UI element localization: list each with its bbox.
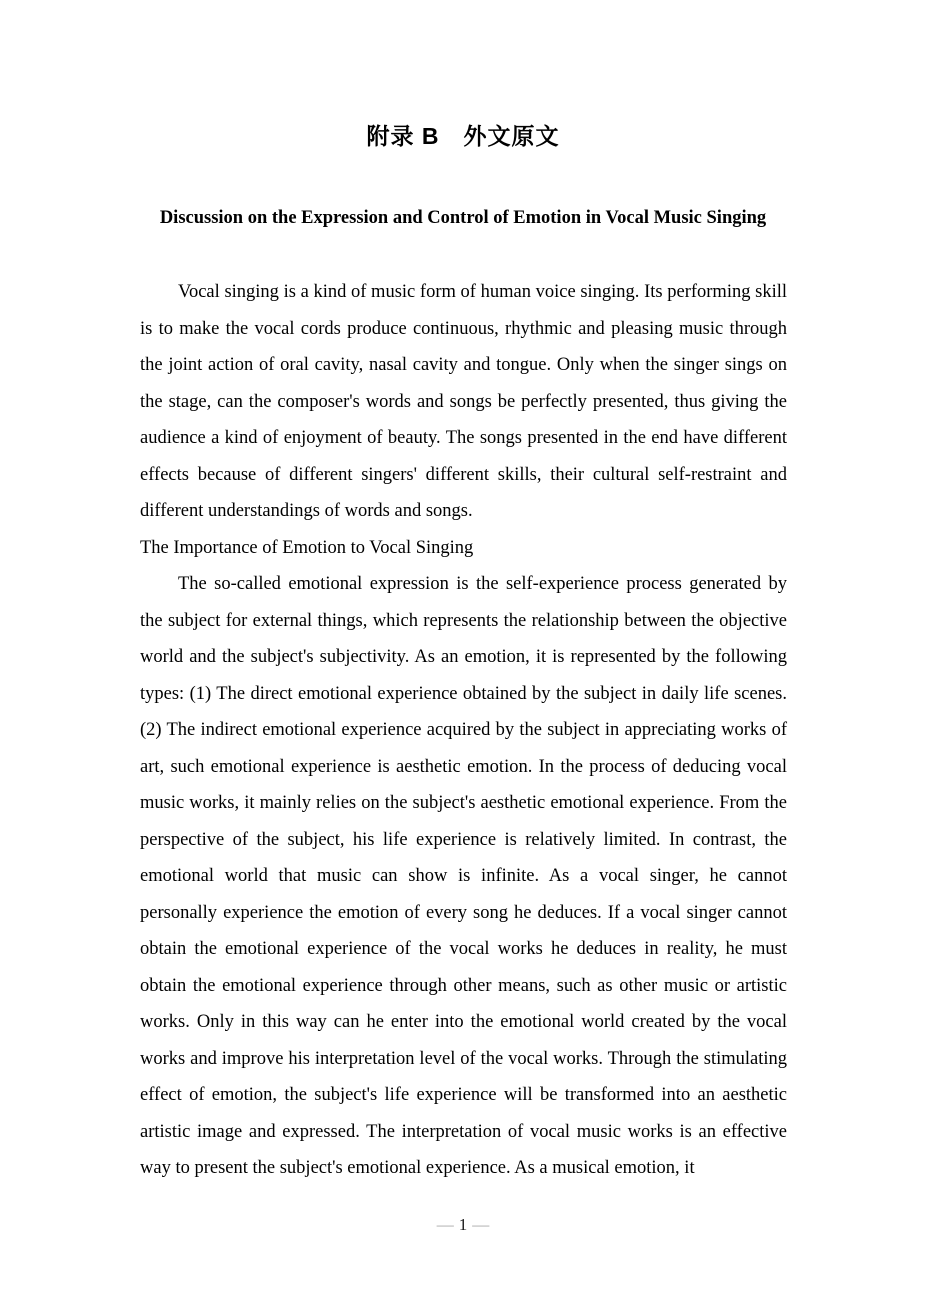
article-title: Discussion on the Expression and Control of Emotion in Vocal Music Singing bbox=[159, 208, 767, 228]
page-number: 1 bbox=[458, 1215, 468, 1234]
paragraph-emotion: The so-called emotional expression is the self-experience process generated by the subject for external things, which represents the relationship between the objective world and the subject's subjectivity. As an emotion, it is represented by the following types: (1) The direct emotional experience obtained by the subject in daily life scenes. (2) The indirect emotional experience acquired by the subject in appreciating works of art, such emotional experience is aesthetic emotion. In the process of deducing vocal music works, it mainly relies on the subject's aesthetic emotional experience. From the perspective of the subject, his life experience is relatively limited. In contrast, the emotional world that music can show is infinite. As a vocal singer, he cannot personally experience the emotion of every song he deduces. If a vocal singer cannot obtain the emotional experience of the vocal works he deduces in reality, he must obtain the emotional experience through other means, such as other music or artistic works. Only in this way can he enter into the emotional world created by the vocal works and improve his interpretation level of the vocal works. Through the stimulating effect of emotion, the subject's life experience will be transformed into an aesthetic artistic image and expressed. The interpretation of vocal music works is an effective way to present the subject's emotional experience. As a musical emotion, it bbox=[140, 574, 787, 1178]
paragraph-intro: Vocal singing is a kind of music form of human voice singing. Its performing skill is to make the vocal cords produce continuous, rhythmic and pleasing music through the joint action of oral cavity, nasal cavity and tongue. Only when the singer sings on the stage, can the composer's words and songs be perfectly presented, thus giving the audience a kind of enjoyment of beauty. The songs presented in the end have different effects because of different singers' different skills, their cultural self-restraint and different understandings of words and songs. bbox=[140, 282, 787, 521]
page-footer bbox=[0, 1215, 926, 1235]
footer-left-dash: — bbox=[436, 1215, 454, 1234]
appendix-title: 附录 B 外文原文 bbox=[366, 123, 560, 149]
footer-right-dash: — bbox=[472, 1215, 490, 1234]
section-heading: The Importance of Emotion to Vocal Singing bbox=[140, 537, 474, 558]
document-body bbox=[0, 230, 926, 1187]
